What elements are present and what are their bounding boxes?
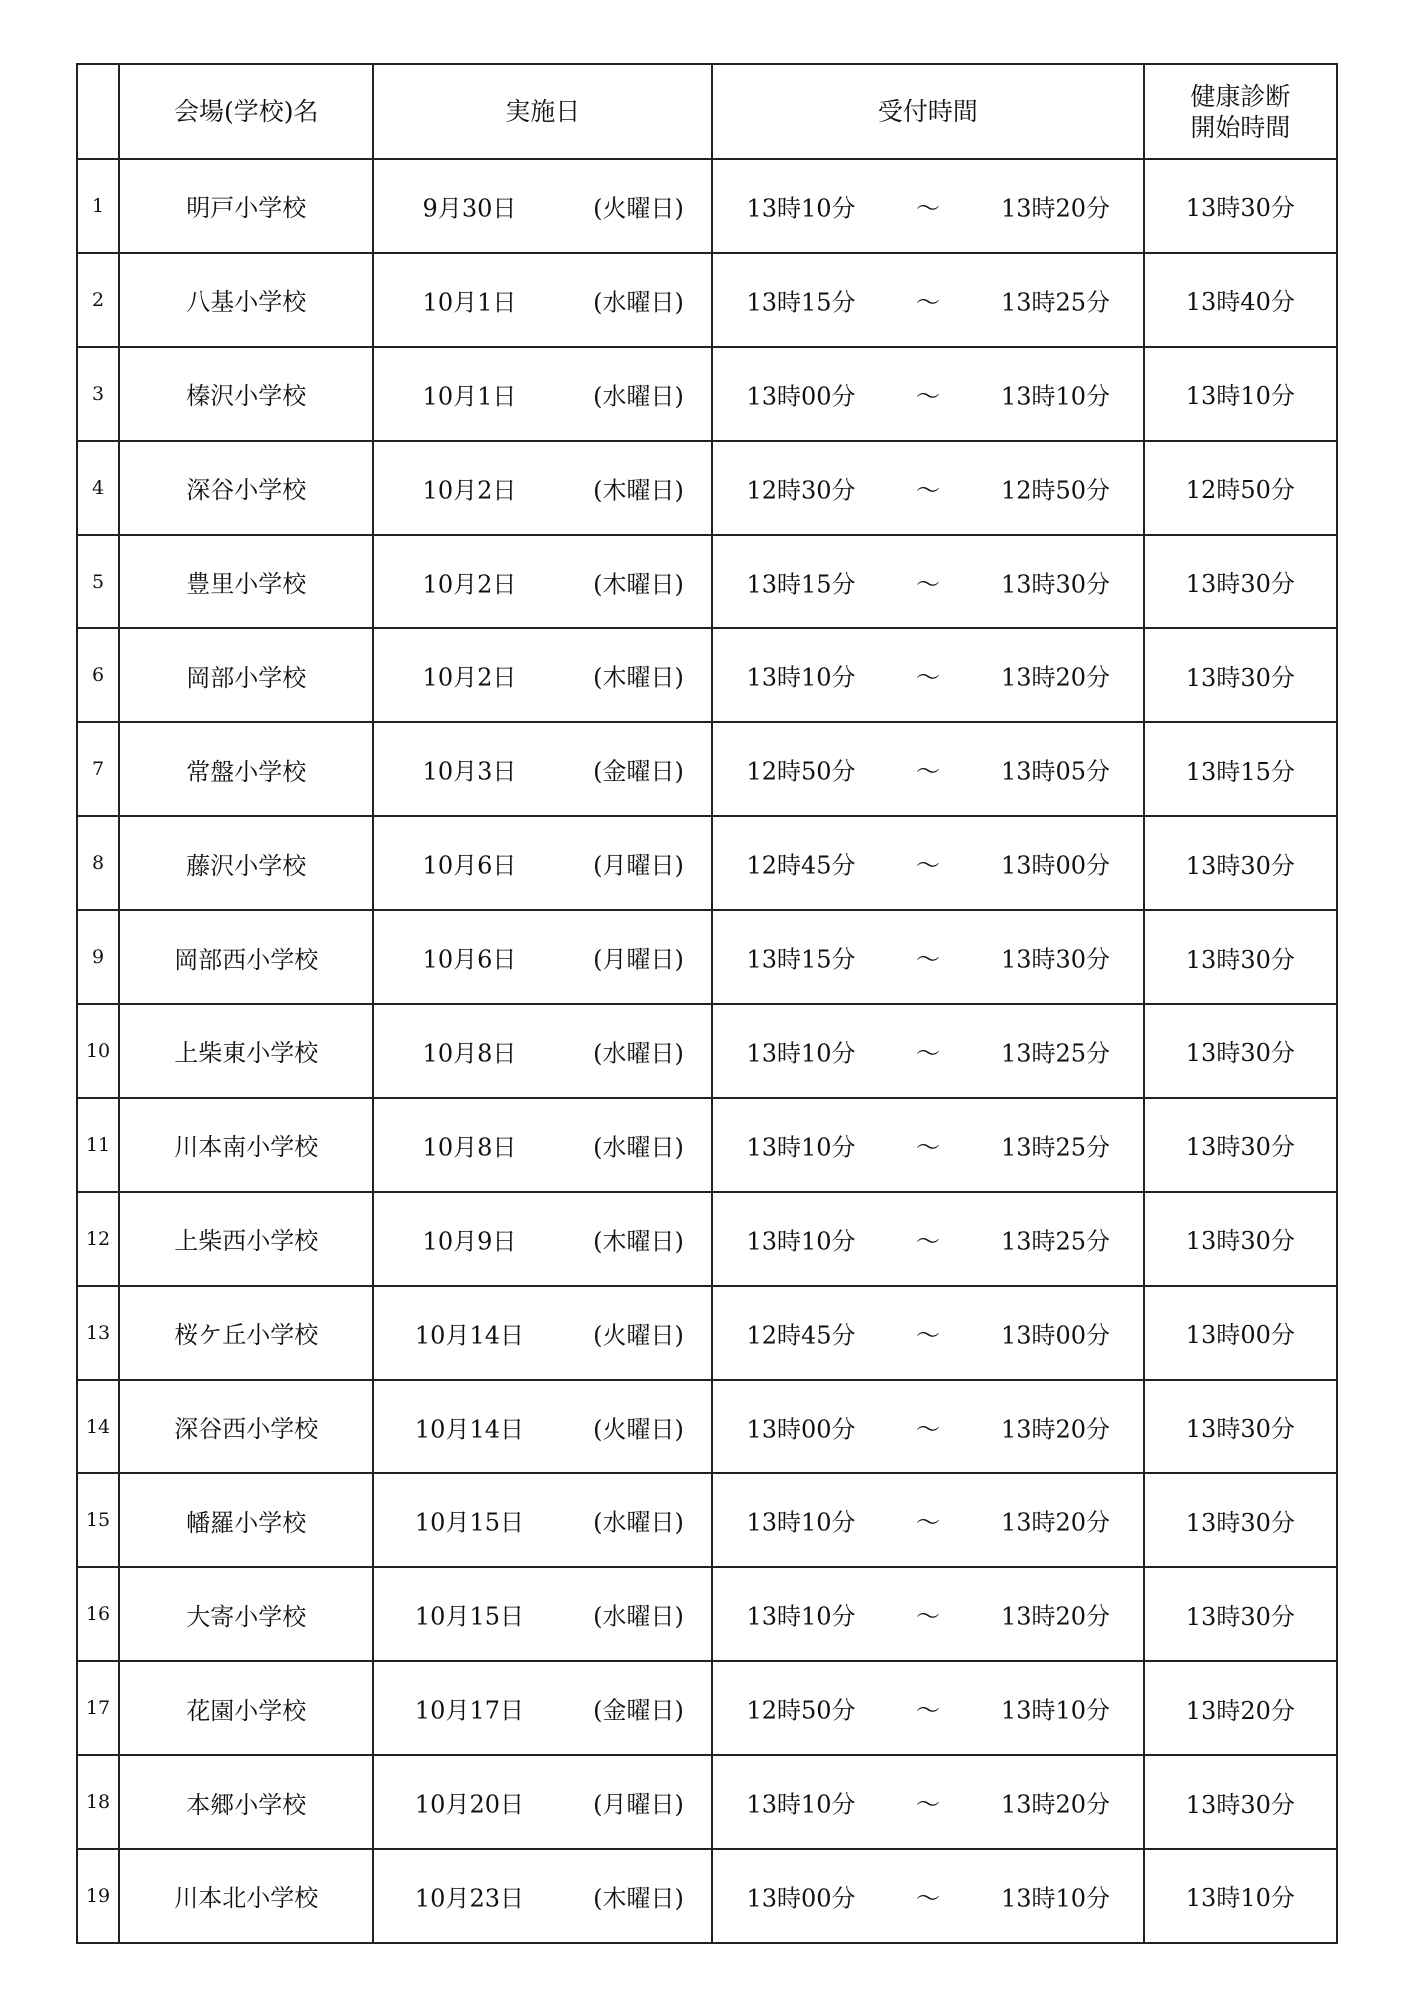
reception-time-cell <box>712 1473 1144 1567</box>
reception-to: 13時30分 <box>1000 945 1111 974</box>
date-cell <box>373 1380 712 1474</box>
table-row <box>77 535 1337 629</box>
school-name: 岡部小学校 <box>119 628 373 722</box>
date-value: 10月6日 <box>422 945 517 974</box>
table-row <box>77 159 1337 253</box>
reception-from: 13時10分 <box>746 194 856 223</box>
checkup-start-time: 13時30分 <box>1144 535 1337 629</box>
reception-to: 13時20分 <box>1000 1790 1111 1819</box>
reception-to: 13時10分 <box>1000 382 1111 411</box>
reception-time-cell <box>712 1004 1144 1098</box>
reception-time-cell <box>712 347 1144 441</box>
table-row <box>77 816 1337 910</box>
school-name: 常盤小学校 <box>119 722 373 816</box>
checkup-start-time: 13時10分 <box>1144 347 1337 441</box>
row-number: 5 <box>77 535 119 629</box>
row-number: 11 <box>77 1098 119 1192</box>
weekday-value: (月曜日) <box>593 1790 684 1819</box>
checkup-start-time: 13時40分 <box>1144 253 1337 347</box>
date-cell <box>373 816 712 910</box>
table-row <box>77 628 1337 722</box>
date-value: 10月2日 <box>422 570 517 598</box>
reception-to: 13時20分 <box>1000 1602 1111 1631</box>
reception-from: 13時10分 <box>746 663 856 692</box>
weekday-value: (金曜日) <box>593 757 684 786</box>
reception-separator: ～ <box>915 1508 940 1537</box>
table-row <box>77 1192 1337 1286</box>
school-name: 深谷小学校 <box>119 441 373 535</box>
reception-separator: ～ <box>915 570 940 598</box>
date-cell <box>373 1755 712 1849</box>
table-row <box>77 910 1337 1004</box>
date-cell <box>373 441 712 535</box>
row-number: 12 <box>77 1192 119 1286</box>
weekday-value: (金曜日) <box>593 1696 684 1725</box>
reception-from: 12時45分 <box>746 1321 856 1350</box>
weekday-value: (月曜日) <box>593 851 684 880</box>
row-number: 4 <box>77 441 119 535</box>
school-name: 上柴西小学校 <box>119 1192 373 1286</box>
table-row <box>77 722 1337 816</box>
reception-time-cell <box>712 159 1144 253</box>
reception-to: 13時30分 <box>1000 570 1111 598</box>
date-value: 10月20日 <box>414 1790 524 1819</box>
reception-time-cell <box>712 910 1144 1004</box>
weekday-value: (木曜日) <box>593 570 684 598</box>
table-row <box>77 1380 1337 1474</box>
checkup-start-time: 13時30分 <box>1144 159 1337 253</box>
table-row <box>77 253 1337 347</box>
date-value: 10月1日 <box>422 288 517 317</box>
reception-time-cell <box>712 1098 1144 1192</box>
reception-time-cell <box>712 1849 1144 1943</box>
checkup-start-time: 13時20分 <box>1144 1661 1337 1755</box>
checkup-start-time: 13時30分 <box>1144 628 1337 722</box>
date-value: 10月1日 <box>422 382 517 411</box>
reception-separator: ～ <box>915 476 940 505</box>
reception-to: 13時20分 <box>1000 1415 1111 1444</box>
weekday-value: (火曜日) <box>593 1321 684 1350</box>
table-row <box>77 1661 1337 1755</box>
school-name: 花園小学校 <box>119 1661 373 1755</box>
schedule-sheet <box>76 63 1338 1944</box>
reception-time-cell <box>712 628 1144 722</box>
weekday-value: (水曜日) <box>593 288 684 317</box>
table-row <box>77 1098 1337 1192</box>
header-row <box>77 64 1337 159</box>
reception-from: 12時45分 <box>746 851 856 880</box>
date-value: 10月15日 <box>414 1602 524 1631</box>
checkup-start-time: 12時50分 <box>1144 441 1337 535</box>
date-cell <box>373 159 712 253</box>
table-row <box>77 347 1337 441</box>
row-number: 13 <box>77 1286 119 1380</box>
reception-separator: ～ <box>915 663 940 692</box>
checkup-start-time: 13時30分 <box>1144 1473 1337 1567</box>
date-value: 10月3日 <box>422 757 517 786</box>
reception-time-cell <box>712 1567 1144 1661</box>
reception-time-cell <box>712 1380 1144 1474</box>
reception-from: 13時15分 <box>746 288 856 317</box>
header-checkup-start-line1: 健康診断 <box>1190 81 1291 111</box>
reception-time-cell <box>712 1286 1144 1380</box>
reception-to: 13時20分 <box>1000 663 1111 692</box>
header-venue: 会場(学校)名 <box>119 64 373 159</box>
date-cell <box>373 722 712 816</box>
checkup-start-time: 13時30分 <box>1144 816 1337 910</box>
date-value: 10月8日 <box>422 1133 517 1162</box>
date-cell <box>373 1661 712 1755</box>
reception-time-cell <box>712 1192 1144 1286</box>
weekday-value: (火曜日) <box>593 194 684 223</box>
school-name: 幡羅小学校 <box>119 1473 373 1567</box>
school-name: 深谷西小学校 <box>119 1380 373 1474</box>
school-name: 大寄小学校 <box>119 1567 373 1661</box>
reception-separator: ～ <box>915 1039 940 1068</box>
header-checkup-start <box>1144 64 1337 159</box>
school-name: 明戸小学校 <box>119 159 373 253</box>
date-cell <box>373 1004 712 1098</box>
date-value: 10月2日 <box>422 476 517 505</box>
header-number <box>77 64 119 159</box>
weekday-value: (水曜日) <box>593 1039 684 1068</box>
weekday-value: (火曜日) <box>593 1415 684 1444</box>
school-name: 藤沢小学校 <box>119 816 373 910</box>
reception-time-cell <box>712 535 1144 629</box>
school-name: 榛沢小学校 <box>119 347 373 441</box>
school-name: 八基小学校 <box>119 253 373 347</box>
checkup-start-time: 13時30分 <box>1144 910 1337 1004</box>
date-value: 10月17日 <box>414 1696 524 1725</box>
table-row <box>77 1567 1337 1661</box>
header-date: 実施日 <box>373 64 712 159</box>
header-checkup-start-line2: 開始時間 <box>1190 112 1291 142</box>
reception-from: 13時10分 <box>746 1508 856 1537</box>
reception-separator: ～ <box>915 1790 940 1819</box>
reception-from: 13時00分 <box>746 382 856 411</box>
reception-separator: ～ <box>915 945 940 974</box>
row-number: 2 <box>77 253 119 347</box>
date-cell <box>373 1849 712 1943</box>
table-row <box>77 441 1337 535</box>
weekday-value: (水曜日) <box>593 382 684 411</box>
date-value: 10月14日 <box>414 1415 524 1444</box>
checkup-start-time: 13時30分 <box>1144 1380 1337 1474</box>
row-number: 10 <box>77 1004 119 1098</box>
date-value: 10月6日 <box>422 851 517 880</box>
date-value: 10月23日 <box>414 1884 524 1913</box>
row-number: 15 <box>77 1473 119 1567</box>
row-number: 1 <box>77 159 119 253</box>
checkup-start-time: 13時30分 <box>1144 1192 1337 1286</box>
weekday-value: (木曜日) <box>593 476 684 505</box>
checkup-start-time: 13時30分 <box>1144 1098 1337 1192</box>
row-number: 9 <box>77 910 119 1004</box>
weekday-value: (木曜日) <box>593 1884 684 1913</box>
reception-separator: ～ <box>915 1884 940 1913</box>
reception-to: 13時25分 <box>1000 288 1111 317</box>
checkup-start-time: 13時30分 <box>1144 1567 1337 1661</box>
row-number: 7 <box>77 722 119 816</box>
reception-from: 13時15分 <box>746 945 856 974</box>
reception-separator: ～ <box>915 382 940 411</box>
weekday-value: (木曜日) <box>593 1227 684 1256</box>
table-row <box>77 1004 1337 1098</box>
reception-from: 12時30分 <box>746 476 856 505</box>
reception-separator: ～ <box>915 851 940 880</box>
date-cell <box>373 1192 712 1286</box>
checkup-start-time: 13時10分 <box>1144 1849 1337 1943</box>
schedule-table <box>76 63 1338 1944</box>
reception-from: 12時50分 <box>746 1696 856 1725</box>
table-row <box>77 1849 1337 1943</box>
date-value: 10月15日 <box>414 1508 524 1537</box>
reception-separator: ～ <box>915 1133 940 1162</box>
school-name: 川本南小学校 <box>119 1098 373 1192</box>
date-value: 10月8日 <box>422 1039 517 1068</box>
school-name: 桜ケ丘小学校 <box>119 1286 373 1380</box>
reception-time-cell <box>712 722 1144 816</box>
row-number: 18 <box>77 1755 119 1849</box>
reception-from: 13時00分 <box>746 1884 856 1913</box>
weekday-value: (月曜日) <box>593 945 684 974</box>
weekday-value: (水曜日) <box>593 1508 684 1537</box>
reception-separator: ～ <box>915 1602 940 1631</box>
table-row <box>77 1286 1337 1380</box>
reception-to: 13時25分 <box>1000 1227 1111 1256</box>
reception-separator: ～ <box>915 194 940 223</box>
row-number: 3 <box>77 347 119 441</box>
checkup-start-time: 13時15分 <box>1144 722 1337 816</box>
school-name: 岡部西小学校 <box>119 910 373 1004</box>
date-cell <box>373 1473 712 1567</box>
header-reception-time: 受付時間 <box>712 64 1144 159</box>
school-name: 上柴東小学校 <box>119 1004 373 1098</box>
reception-to: 12時50分 <box>1000 476 1111 505</box>
reception-separator: ～ <box>915 1321 940 1350</box>
row-number: 6 <box>77 628 119 722</box>
reception-to: 13時10分 <box>1000 1696 1111 1725</box>
reception-to: 13時05分 <box>1000 757 1111 786</box>
reception-from: 13時10分 <box>746 1602 856 1631</box>
reception-time-cell <box>712 441 1144 535</box>
date-value: 10月2日 <box>422 663 517 692</box>
reception-from: 13時10分 <box>746 1039 856 1068</box>
row-number: 19 <box>77 1849 119 1943</box>
date-cell <box>373 910 712 1004</box>
date-cell <box>373 1098 712 1192</box>
reception-from: 13時10分 <box>746 1133 856 1162</box>
checkup-start-time: 13時30分 <box>1144 1755 1337 1849</box>
row-number: 17 <box>77 1661 119 1755</box>
checkup-start-time: 13時00分 <box>1144 1286 1337 1380</box>
date-cell <box>373 535 712 629</box>
reception-from: 13時15分 <box>746 570 856 598</box>
row-number: 16 <box>77 1567 119 1661</box>
reception-from: 13時00分 <box>746 1415 856 1444</box>
date-value: 9月30日 <box>422 194 517 223</box>
reception-to: 13時20分 <box>1000 194 1111 223</box>
checkup-start-time: 13時30分 <box>1144 1004 1337 1098</box>
schedule-body <box>77 159 1337 1943</box>
reception-separator: ～ <box>915 757 940 786</box>
date-value: 10月14日 <box>414 1321 524 1350</box>
date-cell <box>373 1286 712 1380</box>
reception-from: 12時50分 <box>746 757 856 786</box>
weekday-value: (木曜日) <box>593 663 684 692</box>
weekday-value: (水曜日) <box>593 1602 684 1631</box>
reception-time-cell <box>712 1661 1144 1755</box>
date-value: 10月9日 <box>422 1227 517 1256</box>
reception-to: 13時10分 <box>1000 1884 1111 1913</box>
row-number: 14 <box>77 1380 119 1474</box>
reception-time-cell <box>712 816 1144 910</box>
reception-to: 13時00分 <box>1000 1321 1111 1350</box>
reception-separator: ～ <box>915 288 940 317</box>
reception-from: 13時10分 <box>746 1227 856 1256</box>
school-name: 本郷小学校 <box>119 1755 373 1849</box>
date-cell <box>373 628 712 722</box>
reception-from: 13時10分 <box>746 1790 856 1819</box>
table-row <box>77 1755 1337 1849</box>
reception-separator: ～ <box>915 1696 940 1725</box>
reception-separator: ～ <box>915 1415 940 1444</box>
reception-to: 13時00分 <box>1000 851 1111 880</box>
reception-to: 13時20分 <box>1000 1508 1111 1537</box>
date-cell <box>373 253 712 347</box>
table-row <box>77 1473 1337 1567</box>
reception-separator: ～ <box>915 1227 940 1256</box>
weekday-value: (水曜日) <box>593 1133 684 1162</box>
school-name: 豊里小学校 <box>119 535 373 629</box>
date-cell <box>373 1567 712 1661</box>
reception-to: 13時25分 <box>1000 1133 1111 1162</box>
row-number: 8 <box>77 816 119 910</box>
reception-time-cell <box>712 253 1144 347</box>
reception-time-cell <box>712 1755 1144 1849</box>
date-cell <box>373 347 712 441</box>
school-name: 川本北小学校 <box>119 1849 373 1943</box>
reception-to: 13時25分 <box>1000 1039 1111 1068</box>
